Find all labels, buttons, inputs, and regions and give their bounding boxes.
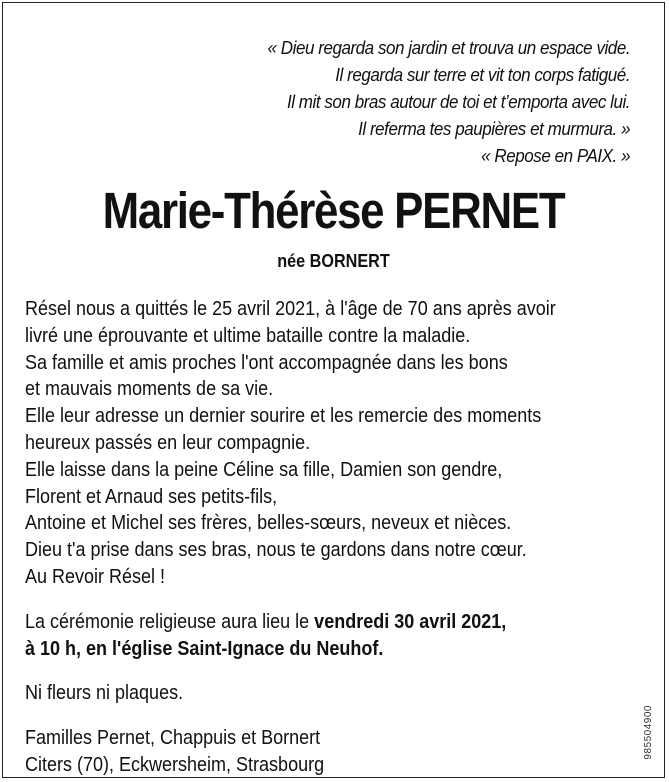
message-line: Dieu t'a prise dans ses bras, nous te gardons dans notre cœur. xyxy=(25,539,527,562)
message-line: et mauvais moments de sa vie. xyxy=(25,378,274,401)
poem-line: Il regarda sur terre et vit ton corps fatigué. xyxy=(335,64,630,85)
ceremony-intro: La cérémonie religieuse aura lieu le xyxy=(25,610,315,633)
message-line: Elle leur adresse un dernier sourire et les remercie des moments xyxy=(25,405,542,428)
poem-line: « Dieu regarda son jardin et trouva un espace vide. xyxy=(267,37,630,58)
message-line: Sa famille et amis proches l'ont accompagnée dans les bons xyxy=(25,351,508,374)
message-line: Au Revoir Résel ! xyxy=(25,565,166,588)
notice-body xyxy=(25,296,601,779)
families-names: Familles Pernet, Chappuis et Bornert xyxy=(25,727,321,750)
poem-line: Il mit son bras autour de toi et t’emporta avec lui. xyxy=(286,91,630,112)
deceased-name: Marie-Thérèse PERNET xyxy=(102,182,565,239)
flowers-note: Ni fleurs ni plaques. xyxy=(25,682,184,705)
message-line: Résel nous a quittés le 25 avril 2021, à l'âge de 70 ans après avoir xyxy=(25,298,556,320)
message-line: Antoine et Michel ses frères, belles-sœurs, neveux et nièces. xyxy=(25,512,512,535)
poem-line: « Repose en PAIX. » xyxy=(481,145,630,166)
message-line: Elle laisse dans la peine Céline sa fille, Damien son gendre, xyxy=(25,458,503,481)
message-line: Florent et Arnaud ses petits-fils, xyxy=(25,485,278,508)
maiden-name: née BORNERT xyxy=(277,251,390,271)
message-line: heureux passés en leur compagnie. xyxy=(25,431,311,454)
ceremony-line xyxy=(25,609,601,636)
obituary-notice xyxy=(2,2,665,778)
ceremony-date: vendredi 30 avril 2021, xyxy=(314,610,507,633)
poem-line: Il referma tes paupières et murmura. » xyxy=(358,118,630,139)
ceremony-time-place: à 10 h, en l'église Saint-Ignace du Neuhof. xyxy=(25,637,384,660)
reference-number: 985504900 xyxy=(643,705,654,760)
families-places: Citers (70), Eckwersheim, Strasbourg xyxy=(25,753,325,776)
poem xyxy=(267,34,630,169)
message-line: livré une éprouvante et ultime bataille contre la maladie. xyxy=(25,324,471,347)
